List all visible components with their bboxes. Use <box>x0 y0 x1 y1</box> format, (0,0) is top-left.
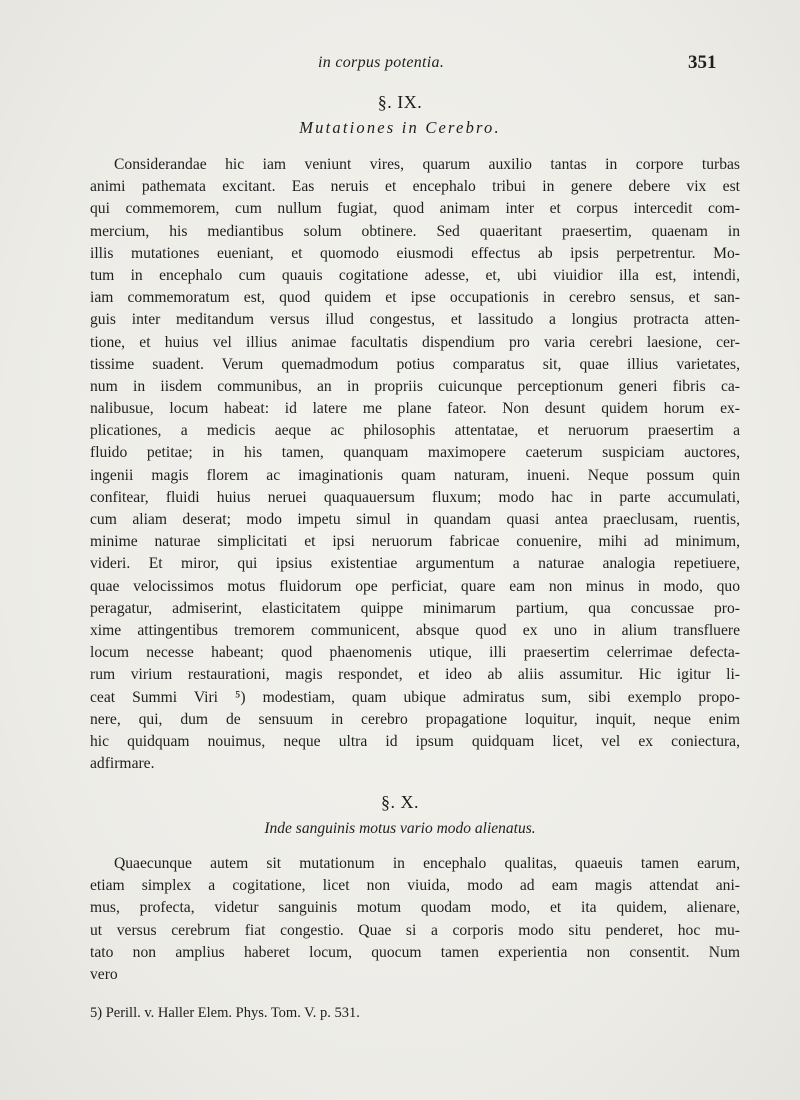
text-line: Quaecunque autem sit mutationum in encephalo qualitas, quaeuis tamen earum, <box>114 855 740 872</box>
text-line: num in iisdem communibus, an in propriis cuicunque perceptionum generi fibris ca- <box>90 377 740 395</box>
text-line: nere, qui, dum de sensuum in cerebro propagatione loquitur, inquit, neque enim <box>90 710 740 728</box>
text-line: videri. Et miror, qui ipsius existentiae argumentum a naturae analogia repetiuere, <box>90 555 740 573</box>
text-line: quae velocissimos motus fluidorum ope perficiat, quare eam non minus in modo, quo <box>90 577 740 595</box>
text-line: etiam simplex a cogitatione, licet non viuida, modo ad eam magis attendat ani- <box>90 877 740 895</box>
text-line: hic quidquam nouimus, neque ultra id ipsum quidquam licet, vel ex coniectura, <box>90 732 740 750</box>
text-line: plicationes, a medicis aeque ac philosophis attentatae, et neruorum praesertim a <box>90 422 740 440</box>
section-9-number: §. IX. <box>377 92 423 112</box>
text-line: iam commemoratum est, quod quidem et ipse occupationis in cerebro sensus, et san- <box>90 289 740 307</box>
text-line: cum aliam deserat; modo impetu simul in quandam quasi antea praeclusam, ruentis, <box>90 511 740 528</box>
text-line: tione, et huius vel illius animae facultatis dispendium pro varia cerebri laesione, cer- <box>90 333 740 351</box>
text-line: tum in encephalo cum quauis cogitatione adesse, et, ubi viuidior illa est, intendi, <box>90 266 740 284</box>
text-line: locum necesse habeant; quod phaenomenis utique, illi praesertim celerrimae defecta- <box>90 644 740 662</box>
section-10-title: Inde sanguinis motus vario modo alienatus. <box>264 820 536 837</box>
section-10-number: §. X. <box>381 792 419 812</box>
text-line: animi pathemata excitant. Eas neruis et encephalo tribui in genere debere vix est <box>90 178 740 196</box>
text-line: tissime suadent. Verum quemadmodum potius comparatus sit, quae illius varietates, <box>90 355 740 373</box>
text-line: mus, profecta, videtur sanguinis motum quodam modo, et ita quidem, alienare, <box>90 899 740 917</box>
text-line: minime naturae simplicitati et ipsi neruorum fabricae conuenire, mihi ad minimum, <box>90 533 740 551</box>
text-line: vero <box>90 965 118 983</box>
running-title: in corpus potentia. <box>318 54 445 71</box>
text-line: fluido petitae; in his tamen, quanquam maximopere caeterum suspiciam auctores, <box>90 444 740 462</box>
text-line: guis inter meditandum versus illud congestus, et lassitudo a longius protracta atten- <box>90 311 740 329</box>
text-line: rum virium restaurationi, magis respondet, et ideo ab aliis assumitur. Hic igitur li- <box>90 666 740 684</box>
text-line: Considerandae hic iam veniunt vires, quarum auxilio tantas in corpore turbas <box>114 156 740 173</box>
text-line: ceat Summi Viri ⁵) modestiam, quam ubique admiratus sum, sibi exemplo propo- <box>90 688 740 706</box>
running-head <box>0 50 800 76</box>
text-line: mercium, his mediantibus solum obtinere. Sed quaeritant praesertim, quaenam in <box>90 222 740 240</box>
text-line: ingenii magis florem ac imaginationis quam naturam, inueni. Neque possum quin <box>90 466 740 484</box>
text-line: tato non amplius haberet locum, quocum tamen experientia non consentit. Num <box>90 943 740 961</box>
text-line: adfirmare. <box>90 755 155 773</box>
section-10-paragraph <box>90 853 740 986</box>
text-line: illis mutationes eueniant, et quomodo eiusmodi effectus ab ipsis perpetrentur. Mo- <box>90 244 740 262</box>
text-line: qui commemorem, cum nullum fugiat, quod animam inter et corpus intercedit com- <box>90 200 740 218</box>
page-number: 351 <box>688 52 717 73</box>
text-line: xime attingentibus tremorem communicent, absque quod ex uno in alium transfluere <box>90 621 740 639</box>
section-9-paragraph <box>90 154 740 775</box>
text-line: ut versus cerebrum fiat congestio. Quae si a corporis modo situ penderet, hoc mu- <box>90 921 740 939</box>
footnote: 5) Perill. v. Haller Elem. Phys. Tom. V. p. 531. <box>90 1005 360 1021</box>
section-9-title: Mutationes in Cerebro. <box>299 118 501 137</box>
text-line: confitear, fluidi huius neruei quaquauersum fluxum; modo hac in parte accumulati, <box>90 488 740 506</box>
text-line: nalibusue, locum habeat: id latere me plane fateor. Non desunt quidem horum ex- <box>90 400 740 418</box>
text-line: peragatur, admiserint, elasticitatem quippe minimarum partium, qua concussae pro- <box>90 599 740 617</box>
